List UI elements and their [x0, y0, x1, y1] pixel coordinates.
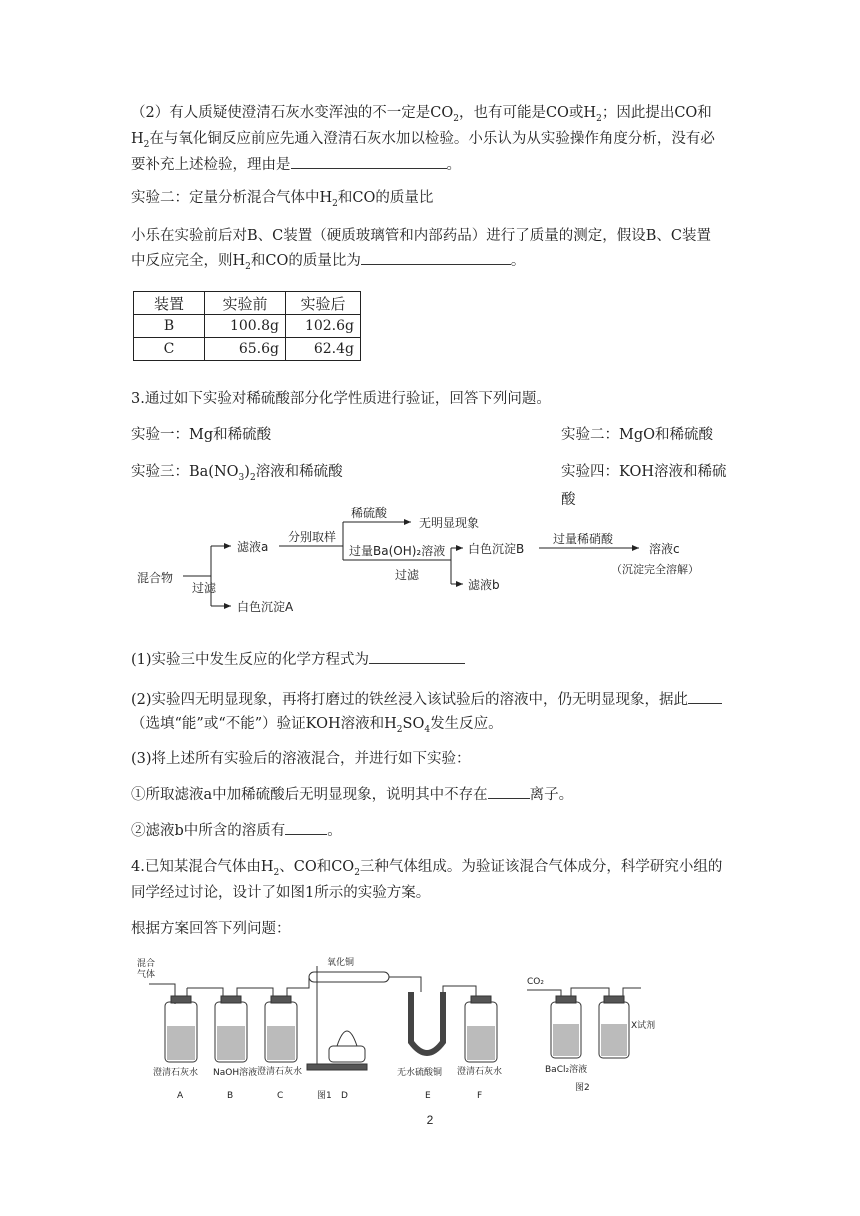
- subscript: 4: [424, 724, 431, 735]
- flow-filter1: 过滤: [192, 581, 217, 595]
- exp2-text2-b: 和CO的质量比为: [250, 253, 361, 269]
- subscript: 2: [245, 261, 251, 272]
- q4-text-b: 、CO和CO: [279, 859, 355, 875]
- answer-blank[interactable]: [688, 687, 722, 704]
- gas-tube: [287, 978, 309, 996]
- label-gas-in: 气体: [137, 970, 156, 980]
- answer-blank[interactable]: [361, 248, 511, 265]
- table-cell: 62.4g: [286, 338, 361, 361]
- q2-line3-text: 要补充上述检验，理由是: [131, 157, 291, 173]
- hard-glass-tube: [309, 972, 389, 982]
- flow-white-b: 白色沉淀B: [468, 542, 525, 556]
- liquid: [217, 1026, 245, 1060]
- gas-tube: [389, 977, 421, 992]
- apparatus-figure: [131, 946, 671, 1101]
- flow-solution-c: 溶液c: [649, 542, 680, 556]
- flow-mixture: 混合物: [137, 571, 174, 585]
- subscript: 2: [453, 113, 459, 124]
- liquid: [467, 1026, 495, 1060]
- letter-a: A: [177, 1091, 184, 1101]
- liquid: [553, 1024, 579, 1056]
- q3-exp3-b: ): [244, 464, 250, 480]
- label-b: NaOH溶液: [213, 1068, 258, 1078]
- answer-blank[interactable]: [369, 647, 465, 664]
- q3-3-text: (3)将上述所有实验后的溶液混合，并进行如下实验：: [131, 751, 471, 767]
- q2-line3: [131, 151, 732, 179]
- letter-c: C: [277, 1091, 284, 1101]
- answer-blank[interactable]: [291, 152, 447, 169]
- table-cell: 100.8g: [205, 315, 286, 338]
- q3-exp1: 实验一：Mg和稀硫酸: [131, 427, 272, 443]
- q2-text-end: ；因此提出CO和: [601, 105, 712, 121]
- exp2-title-text-b: 和CO的质量比: [337, 190, 434, 206]
- exp2-text2: 中反应完全，则H: [131, 253, 246, 269]
- q4-text-c: 三种气体组成。为验证该混合气体成分，科学研究小组的: [359, 859, 723, 875]
- u-tube: [411, 992, 443, 1053]
- q3-3-1-text: ①所取滤液a中加稀硫酸后无明显现象，说明其中不存在: [131, 787, 488, 803]
- q3-3-2-end: 。: [327, 823, 342, 839]
- exp2-line1: [131, 222, 732, 250]
- q2-line3-end: 。: [446, 157, 461, 173]
- q3-3-2: [131, 817, 732, 845]
- table-cell: C: [134, 338, 205, 361]
- q4-line2: [131, 879, 732, 907]
- liquid: [601, 1024, 627, 1056]
- q3-3-1-end: 离子。: [529, 787, 574, 803]
- table-header: 实验后: [286, 292, 361, 315]
- q3-exp-row1: [131, 421, 732, 449]
- stopper: [471, 996, 491, 1003]
- subscript: 2: [596, 113, 602, 124]
- label-bacl2: BaCl₂溶液: [545, 1065, 588, 1075]
- q3-exp3-c: 溶液和稀硫酸: [255, 464, 343, 480]
- q2-line2-text: 在与氧化铜反应前应先通入澄清石灰水加以检验。小乐认为从实验操作角度分析，没有必: [149, 131, 715, 147]
- label-fig2: 图2: [575, 1083, 590, 1093]
- flow-h2so4: 稀硫酸: [351, 506, 388, 520]
- liquid: [267, 1026, 295, 1060]
- table-row: [134, 338, 361, 361]
- q4-text: 4.已知某混合气体由H: [131, 859, 274, 875]
- label-cuo: 氧化铜: [327, 958, 355, 968]
- alcohol-lamp-flame: [337, 1031, 357, 1046]
- flow-hno3: 过量稀硝酸: [553, 532, 614, 546]
- liquid: [167, 1026, 195, 1060]
- q3-2b-text: （选填“能”或“不能”）验证KOH溶液和H: [131, 716, 397, 732]
- table-cell: 102.6g: [286, 315, 361, 338]
- exp2-text2-end: 。: [510, 253, 526, 269]
- gas-tube: [237, 988, 273, 996]
- label-gas-in: 混合: [137, 959, 156, 969]
- q3-exp-row2: [131, 458, 732, 508]
- label-f: 澄清石灰水: [457, 1067, 503, 1077]
- answer-blank[interactable]: [488, 782, 530, 799]
- mass-table: [133, 291, 361, 361]
- flow-sample: 分别取样: [288, 530, 337, 544]
- flow-diagram: [133, 500, 733, 620]
- q3-exp3-a: 实验三：Ba(NO: [131, 464, 239, 480]
- flow-filtrate-b: 滤液b: [468, 578, 500, 592]
- exp2-title-text: 实验二：定量分析混合气体中H: [131, 190, 333, 206]
- flow-dissolve: （沉淀完全溶解）: [611, 563, 699, 576]
- q3-1-text: (1)实验三中发生反应的化学方程式为: [131, 652, 370, 668]
- letter-f: F: [477, 1091, 483, 1101]
- exp2-title: [131, 184, 732, 218]
- q2-h: H: [131, 131, 144, 147]
- q4-line3: [131, 915, 732, 943]
- flow-filtrate-a: 滤液a: [237, 540, 269, 554]
- subscript: 2: [332, 198, 338, 209]
- gas-tube: [571, 988, 609, 996]
- exp2-text: 小乐在实验前后对B、C装置（硬质玻璃管和内部药品）进行了质量的测定，假设B、C装置: [131, 228, 711, 244]
- flow-no-change: 无明显现象: [419, 516, 480, 530]
- subscript: 2: [354, 867, 360, 878]
- page-number: 2: [426, 1113, 434, 1127]
- table-header-row: [134, 292, 361, 315]
- stopper: [556, 996, 576, 1003]
- q3-exp2: 实验二：MgO和稀硫酸: [561, 427, 714, 443]
- stopper: [604, 996, 624, 1003]
- subscript: 2: [249, 472, 256, 483]
- table-header: 装置: [134, 292, 205, 315]
- flow-white-a: 白色沉淀A: [237, 600, 294, 614]
- flow-filter2: 过滤: [395, 568, 420, 582]
- q3-title: [131, 385, 732, 413]
- q4-line3-text: 根据方案回答下列问题：: [131, 921, 291, 937]
- q3-3-1: [131, 781, 732, 809]
- gas-tube: [623, 988, 641, 996]
- q3-1: [131, 646, 732, 674]
- label-a: 澄清石灰水: [153, 1068, 199, 1078]
- stand-base: [307, 1064, 367, 1070]
- q3-2-text: (2)实验四无明显现象，再将打磨过的铁丝浸入该试验后的溶液中，仍无明显现象，据此: [131, 692, 689, 708]
- table-header: 实验前: [205, 292, 286, 315]
- subscript: 2: [396, 724, 403, 735]
- stopper: [271, 996, 291, 1003]
- gas-tube: [443, 986, 476, 996]
- q3-title-text: 3.通过如下实验对稀硫酸部分化学性质进行验证，回答下列问题。: [131, 391, 551, 407]
- label-x-reagent: X试剂: [631, 1021, 656, 1031]
- gas-tube: [187, 988, 223, 996]
- alcohol-lamp: [329, 1046, 365, 1062]
- subscript: 2: [143, 139, 150, 150]
- stopper: [171, 996, 191, 1003]
- q4-line2-text: 同学经过讨论，设计了如图1所示的实验方案。: [131, 885, 431, 901]
- q3-2-line2: [131, 710, 732, 744]
- q3-exp3: [131, 464, 343, 483]
- exp2-line2: [131, 247, 732, 281]
- stopper: [221, 996, 241, 1003]
- label-fig1: 图1: [317, 1091, 332, 1101]
- letter-d: D: [341, 1091, 348, 1101]
- q3-3: [131, 745, 732, 773]
- label-co2: CO₂: [527, 977, 544, 987]
- q2-text-mid: ，也有可能是CO或H: [458, 105, 597, 121]
- subscript: 3: [238, 472, 245, 483]
- answer-blank[interactable]: [285, 818, 327, 835]
- table-cell: B: [134, 315, 205, 338]
- label-c: 澄清石灰水: [257, 1067, 303, 1077]
- label-e: 无水硫酸铜: [397, 1068, 443, 1078]
- q3-exp4: 实验四：KOH溶液和稀硫酸: [561, 464, 727, 508]
- letter-b: B: [227, 1091, 234, 1101]
- table-cell: 65.6g: [205, 338, 286, 361]
- q2-co2: CO: [430, 105, 454, 121]
- q3-3-2-text: ②滤液b中所含的溶质有: [131, 823, 286, 839]
- subscript: 2: [273, 867, 280, 878]
- flow-baoh: 过量Ba(OH)₂溶液: [349, 544, 446, 558]
- letter-e: E: [425, 1091, 431, 1101]
- q3-2b-so: SO: [402, 716, 425, 732]
- table-row: [134, 315, 361, 338]
- q3-2b-end: 发生反应。: [430, 716, 503, 732]
- q2-text: （2）有人质疑使澄清石灰水变浑浊的不一定是: [131, 105, 431, 121]
